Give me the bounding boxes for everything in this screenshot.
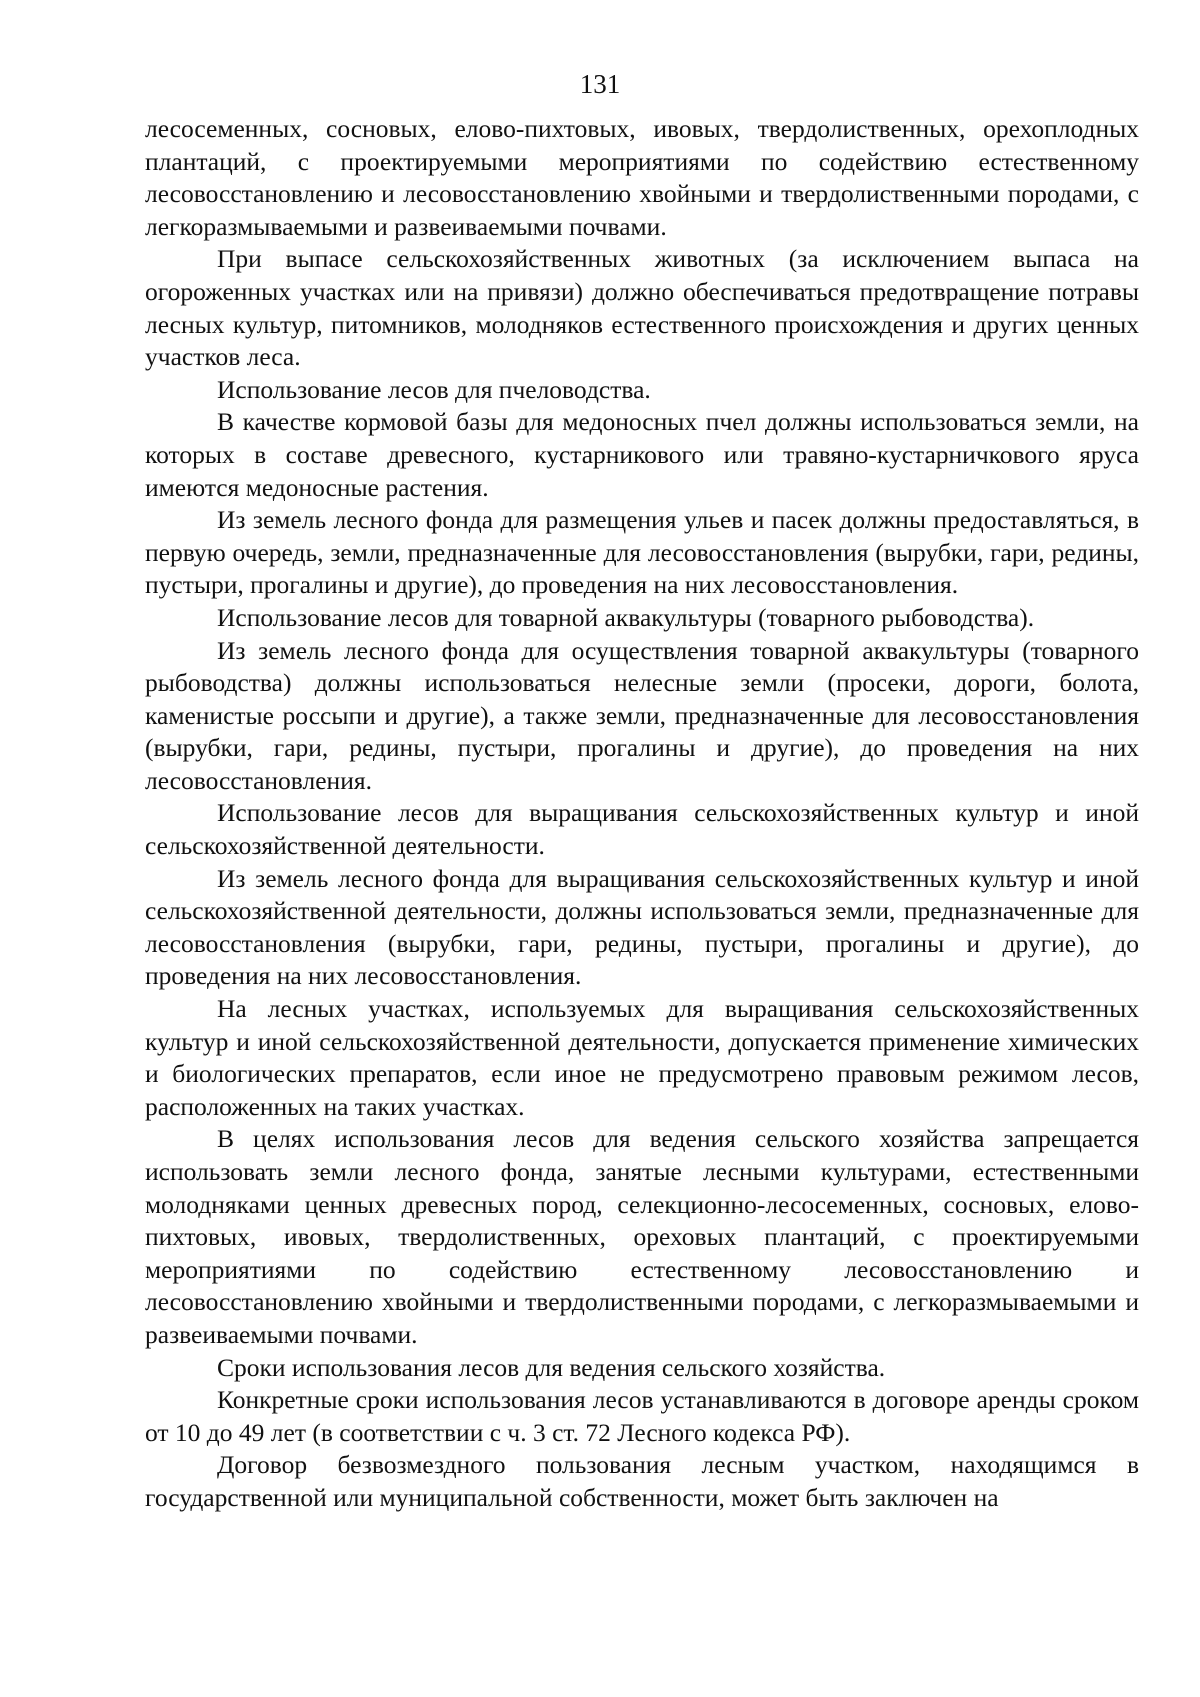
document-body [145, 113, 1139, 1515]
paragraph: Из земель лесного фонда для размещения ульев и пасек должны предоставляться, в первую очередь, земли, предназначенные для лесовосстановления (вырубки, гари, редины, пустыри, прогалины и другие), до проведения на них лесовосстановления. [145, 505, 1139, 600]
paragraph: лесосеменных, сосновых, елово-пихтовых, ивовых, твердолиственных, орехоплодных плантаций, с проектируемыми мероприятиями по содействию естественному лесовосстановлению и лесовосстановлению хвойными и твердолиственными породами, с легкоразмываемыми и развеиваемыми почвами. [145, 114, 1139, 241]
section-heading: Использование лесов для пчеловодства. [217, 374, 651, 404]
paragraph: На лесных участках, используемых для выращивания сельскохозяйственных культур и иной сельскохозяйственной деятельности, допускается применение химических и биологических препаратов, если иное не предусмотрено правовым режимом лесов, расположенных на таких участках. [145, 994, 1139, 1121]
paragraph: Из земель лесного фонда для выращивания сельскохозяйственных культур и иной сельскохозяйственной деятельности, должны использоваться земли, предназначенные для лесовосстановления (вырубки, гари, редины, пустыри, прогалины и другие), до проведения на них лесовосстановления. [145, 863, 1139, 991]
paragraph: Из земель лесного фонда для осуществления товарной аквакультуры (товарного рыбоводства) должны использоваться нелесные земли (просеки, дороги, болота, каменистые россыпи и другие), а также земли, предназначенные для лесовосстановления (вырубки, гари, редины, пустыри, прогалины и другие), до проведения на них лесовосстановления. [145, 635, 1139, 795]
paragraph: Конкретные сроки использования лесов устанавливаются в договоре аренды сроком от 10 до 49 лет (в соответствии с ч. 3 ст. 72 Лесного кодекса РФ). [145, 1385, 1139, 1447]
paragraph: В качестве кормовой базы для медоносных пчел должны использоваться земли, на которых в составе древесного, кустарникового или травяно-кустарничкового яруса имеются медоносные растения. [145, 407, 1139, 502]
paragraph: Договор безвозмездного пользования лесным участком, находящимся в государственной или муниципальной собственности, может быть заключен на [145, 1450, 1139, 1512]
section-heading: Сроки использования лесов для ведения сельского хозяйства. [217, 1352, 886, 1382]
paragraph: В целях использования лесов для ведения сельского хозяйства запрещается использовать земли лесного фонда, занятые лесными культурами, естественными молодняками ценных древесных пород, селекционно-лесосеменных, сосновых, елово-пихтовых, ивовых, твердолиственных, ореховых плантаций, с проектируемыми мероприятиями по содействию естественному лесовосстановлению и лесовосстановлению хвойными и твердолиственными породами, с легкоразмываемыми и развеиваемыми почвами. [145, 1124, 1139, 1349]
section-heading: Использование лесов для выращивания сельскохозяйственных культур и иной сельскохозяйственной деятельности. [145, 798, 1139, 861]
paragraph: При выпасе сельскохозяйственных животных (за исключением выпаса на огороженных участках или на привязи) должно обеспечиваться предотвращение потравы лесных культур, питомников, молодняков естественного происхождения и других ценных участков леса. [145, 244, 1139, 372]
page-number: 131 [579, 69, 621, 99]
section-heading: Использование лесов для товарной аквакультуры (товарного рыбоводства). [217, 602, 1035, 632]
